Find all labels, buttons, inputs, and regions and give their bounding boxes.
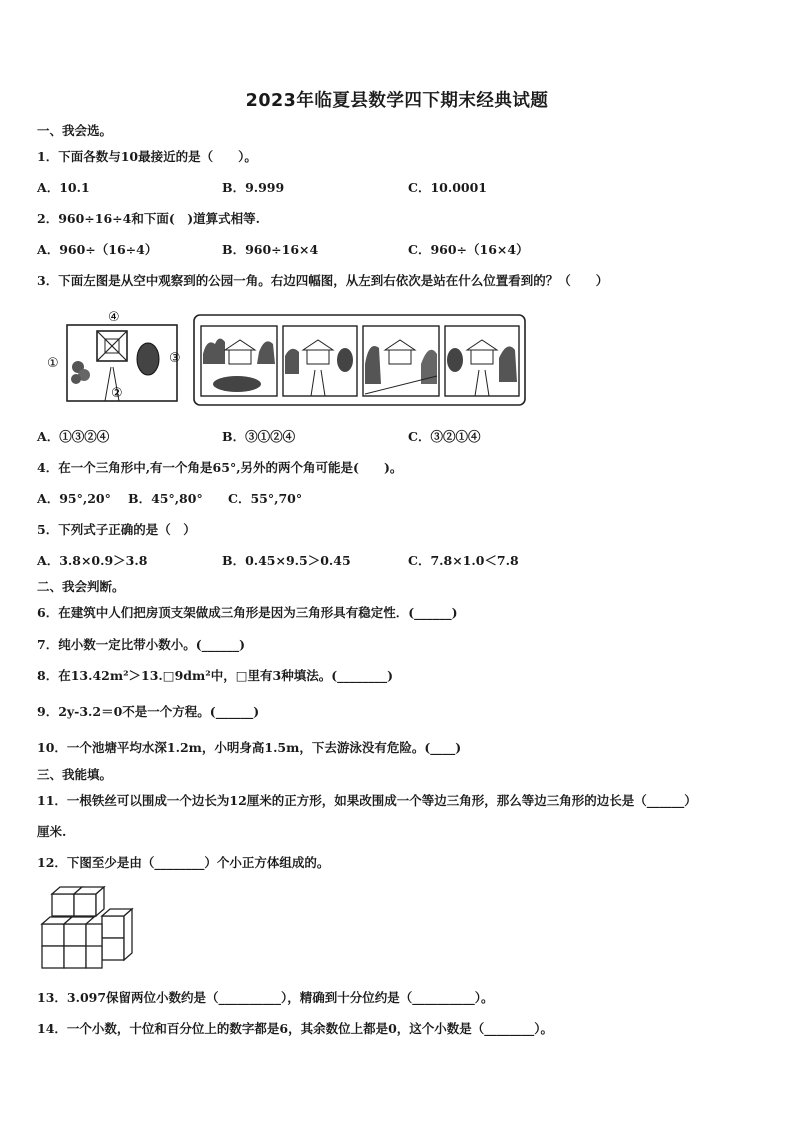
question-11-continued: 厘米. [37, 824, 67, 839]
park-label-3: ③ [169, 351, 181, 366]
q2-option-a: A．960÷（16÷4） [37, 242, 158, 257]
question-5: 5．下列式子正确的是（ ） [37, 522, 196, 537]
question-8: 8．在13.42m²＞13.□9dm²中，□里有3种填法。(________) [37, 668, 394, 683]
view-panel-3 [363, 326, 439, 396]
question-2: 2．960÷16÷4和下面( )道算式相等. [37, 211, 261, 226]
view-panel-4 [445, 326, 519, 396]
question-11: 11．一根铁丝可以围成一个边长为12厘米的正方形，如果改围成一个等边三角形，那么等边三角形的边长是（______） [37, 793, 697, 808]
q2-option-b: B．960÷16×4 [222, 242, 319, 257]
park-label-2: ② [111, 386, 123, 401]
question-1: 1．下面各数与10最接近的是（ ）。 [37, 149, 257, 164]
view-panel-1 [201, 326, 277, 396]
four-views-figure [193, 314, 526, 406]
q4-option-b: B．45°,80° [128, 491, 203, 506]
park-top-view-figure [45, 309, 185, 405]
question-3: 3．下面左图是从空中观察到的公园一角。右边四幅图，从左到右依次是站在什么位置看到的？（ ） [37, 273, 609, 288]
q1-option-c: C．10.0001 [408, 180, 487, 195]
question-4: 4．在一个三角形中,有一个角是65°,另外的两个角可能是( )。 [37, 460, 403, 475]
question-12: 12．下图至少是由（________）个小正方体组成的。 [37, 855, 330, 870]
question-7: 7．纯小数一定比带小数小。(______) [37, 637, 246, 652]
q5-option-b: B．0.45×9.5＞0.45 [222, 553, 351, 568]
park-label-1: ① [47, 356, 59, 371]
q4-option-c: C．55°,70° [228, 491, 303, 506]
section-heading-2: 二、我会判断。 [37, 579, 125, 594]
section-heading-1: 一、我会选。 [37, 123, 113, 138]
question-9: 9．2y-3.2＝0不是一个方程。(______) [37, 704, 260, 719]
question-14: 14．一个小数，十位和百分位上的数字都是6，其余数位上都是0，这个小数是（________）。 [37, 1021, 554, 1036]
view-panel-2 [283, 326, 357, 396]
q3-option-c: C．③②①④ [408, 429, 481, 444]
q5-option-c: C．7.8×1.0＜7.8 [408, 553, 519, 568]
q3-option-b: B．③①②④ [222, 429, 296, 444]
park-label-4: ④ [108, 310, 120, 325]
page-title: 2023年临夏县数学四下期末经典试题 [245, 91, 549, 111]
question-13: 13．3.097保留两位小数约是（__________），精确到十分位约是（__________）。 [37, 990, 494, 1005]
question-6: 6．在建筑中人们把房顶支架做成三角形是因为三角形具有稳定性．(______) [37, 605, 458, 620]
q1-option-b: B．9.999 [222, 180, 285, 195]
question-10: 10．一个池塘平均水深1.2m，小明身高1.5m，下去游泳没有危险。(____) [37, 740, 462, 755]
q1-option-a: A．10.1 [37, 180, 90, 195]
q2-option-c: C．960÷（16×4） [408, 242, 529, 257]
q4-option-a: A．95°,20° [37, 491, 111, 506]
section-heading-3: 三、我能填。 [37, 767, 113, 782]
q5-option-a: A．3.8×0.9＞3.8 [37, 553, 148, 568]
q3-option-a: A．①③②④ [37, 429, 110, 444]
cube-stack-figure [40, 886, 136, 974]
